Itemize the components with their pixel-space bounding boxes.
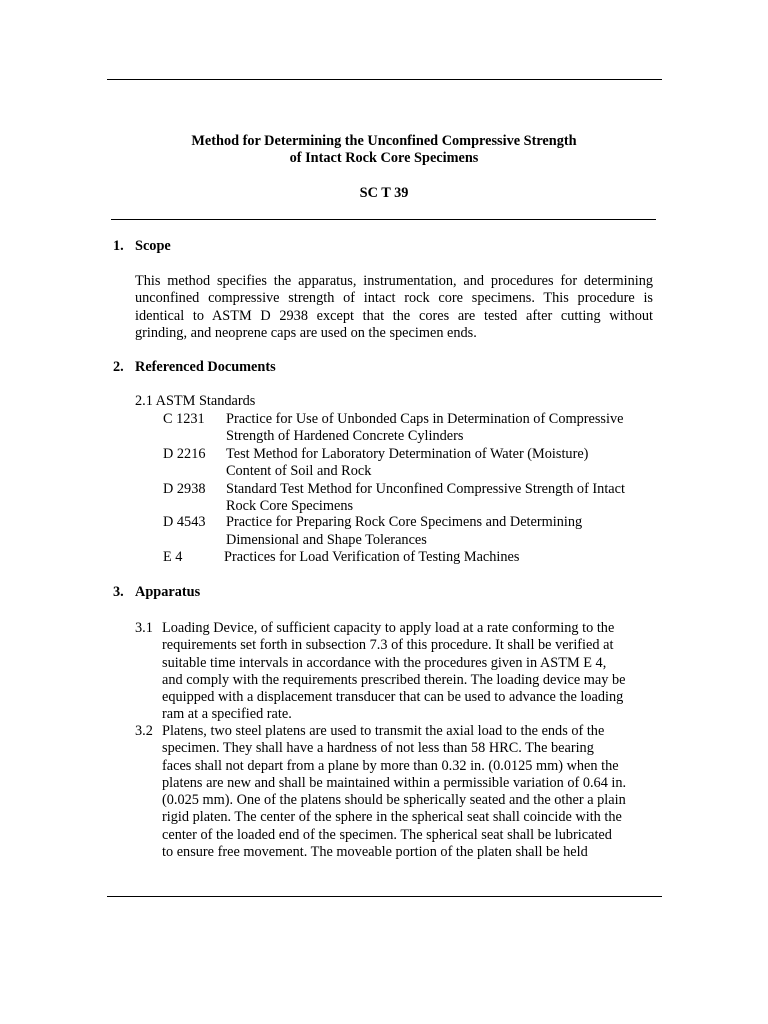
scope-line: identical to ASTM D 2938 except that the cores are tested after cutting without [135,307,653,324]
document-designation: SC T 39 [359,185,409,201]
paragraph-line: faces shall not depart from a plane by more than 0.32 in. (0.0125 mm) when the [162,757,619,774]
scope-line: unconfined compressive strength of intact rock core specimens. This procedure is [135,290,653,307]
subsection-number: 3.1 [135,620,153,636]
scope-line: grinding, and neoprene caps are used on the specimen ends. [135,324,477,341]
reference-title-cont: Dimensional and Shape Tolerances [226,532,427,548]
apparatus-paragraph-3-1 [162,620,625,724]
paragraph-line: Loading Device, of sufficient capacity to apply load at a rate conforming to the [162,620,615,636]
scope-paragraph [135,273,653,342]
section-number-referenced: 2. [113,359,124,375]
title-rule [111,219,656,220]
paragraph-line: requirements set forth in subsection 7.3 of this procedure. It shall be verified at [162,637,614,654]
apparatus-paragraph-3-2 [162,723,626,861]
paragraph-line: rigid platen. The center of the sphere in the spherical seat shall coincide with the [162,809,622,826]
section-number-apparatus: 3. [113,584,124,600]
paragraph-line: platens are new and shall be maintained within a permissible variation of 0.64 in. [162,774,627,791]
reference-title: Standard Test Method for Unconfined Compressive Strength of Intact [226,481,625,497]
scope-line: This method specifies the apparatus, instrumentation, and procedures for determining [135,273,653,289]
reference-code: D 2216 [163,446,206,462]
footer-rule [107,896,662,897]
paragraph-line: Platens, two steel platens are used to transmit the axial load to the ends of the [162,723,605,739]
reference-title: Practice for Use of Unbonded Caps in Determination of Compressive [226,411,624,427]
paragraph-line: center of the loaded end of the specimen. The spherical seat shall be lubricated [162,826,612,843]
reference-code: C 1231 [163,411,205,427]
document-title-line-2: of Intact Rock Core Specimens [289,150,479,166]
header-rule [107,79,662,80]
reference-code: E 4 [163,549,183,565]
section-heading-apparatus: Apparatus [135,584,201,600]
section-heading-scope: Scope [135,238,171,254]
reference-title: Test Method for Laboratory Determination of Water (Moisture) [226,446,589,462]
reference-title-cont: Rock Core Specimens [226,498,354,514]
subsection-number: 3.2 [135,723,153,739]
paragraph-line: ram at a specified rate. [162,706,292,723]
paragraph-line: (0.025 mm). One of the platens should be spherically seated and the other a plain [162,792,626,809]
paragraph-line: to ensure free movement. The moveable portion of the platen shall be held [162,844,588,861]
reference-code: D 2938 [163,481,206,497]
reference-title: Practices for Load Verification of Testing Machines [224,549,520,565]
reference-title: Practice for Preparing Rock Core Specimens and Determining [226,514,583,530]
section-number-scope: 1. [113,238,124,254]
document-title-line-1: Method for Determining the Unconfined Compressive Strength [191,133,577,149]
reference-title-cont: Content of Soil and Rock [226,463,372,479]
section-heading-referenced: Referenced Documents [135,359,276,375]
paragraph-line: and comply with the requirements prescribed therein. The loading device may be [162,671,626,688]
reference-code: D 4543 [163,514,206,530]
paragraph-line: specimen. They shall have a hardness of not less than 58 HRC. The bearing [162,740,594,757]
paragraph-line: suitable time intervals in accordance with the procedures given in ASTM E 4, [162,654,607,671]
reference-title-cont: Strength of Hardened Concrete Cylinders [226,428,464,444]
paragraph-line: equipped with a displacement transducer that can be used to advance the loading [162,689,624,706]
subsection-astm-standards: 2.1 ASTM Standards [135,393,256,409]
